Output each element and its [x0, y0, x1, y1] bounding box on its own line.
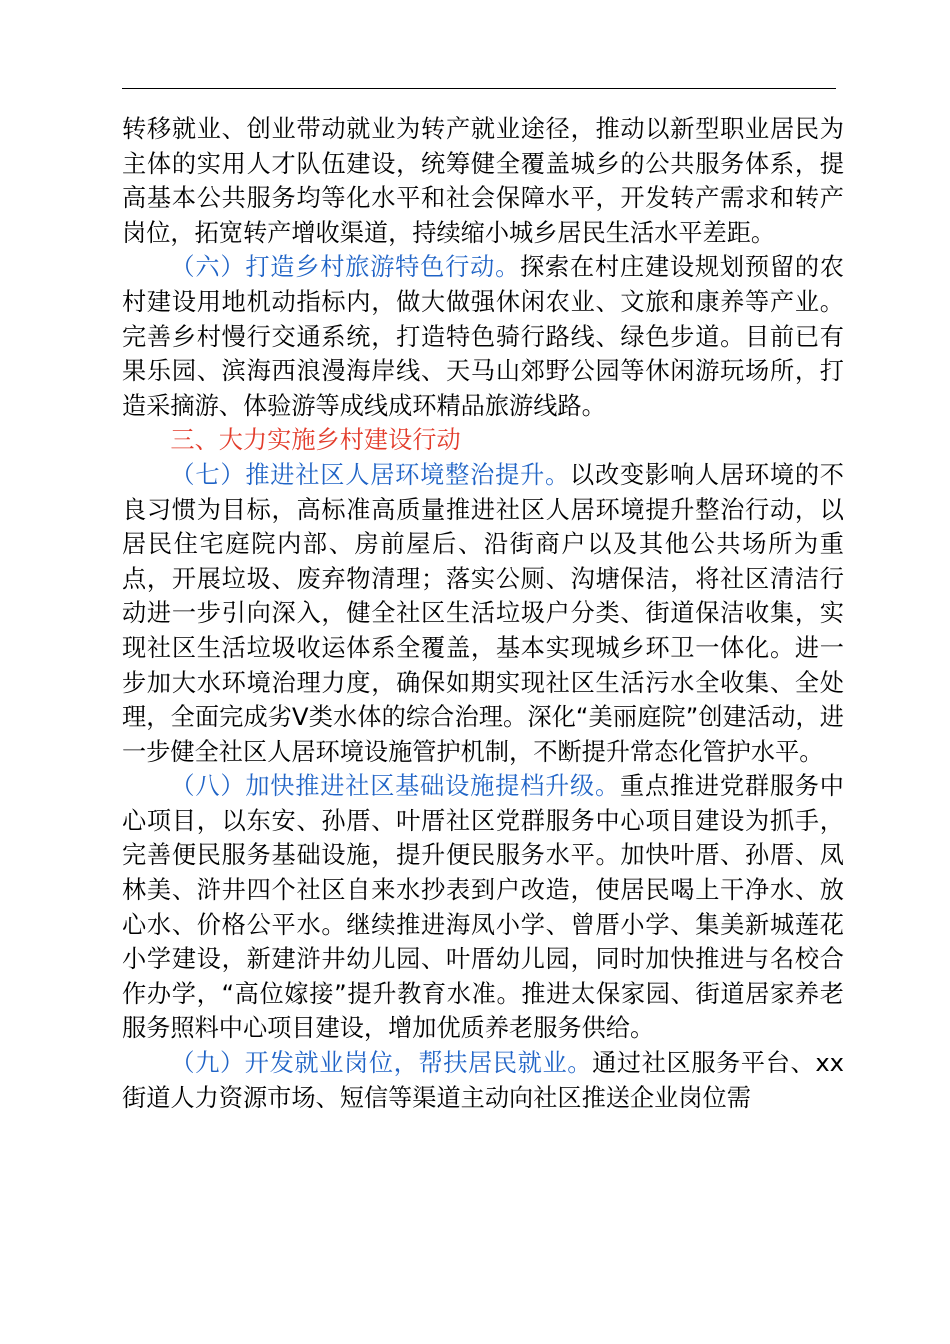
paragraph-text: 探索在村庄建设规划预留的农村建设用地机动指标内，做大做强休闲农业、文旅和康养等产业。完善乡村慢行交通系统，打造特色骑行路线、绿色步道。目前已有果乐园、滨海西浪漫海岸线、天马山郊野公园等休闲游玩场所，打造采摘游、体验游等成线成环精品旅游线路。: [122, 253, 844, 420]
section-heading-text: 三、大力实施乡村建设行动: [170, 426, 461, 455]
paragraph-employment: [122, 1046, 844, 1115]
paragraph-text: 以改变影响人居环境的不良习惯为目标，高标准高质量推进社区人居环境提升整治行动，以居民住宅庭院内部、房前屋后、沿街商户以及其他公共场所为重点，开展垃圾、废弃物清理；落实公厕、沟塘保洁，将社区清洁行动进一步引向深入，健全社区生活垃圾户分类、街道保洁收集，实现社区生活垃圾收运体系全覆盖，基本实现城乡环卫一体化。进一步加大水环境治理力度，确保如期实现社区生活污水全收集、全处理，全面完成劣V类水体的综合治理。深化“美丽庭院”创建活动，进一步健全社区人居环境设施管护机制，不断提升常态化管护水平。: [122, 460, 844, 766]
paragraph-environment: [122, 458, 844, 769]
subheading-9: （九）开发就业岗位，帮扶居民就业。: [170, 1049, 593, 1078]
subheading-7: （七）推进社区人居环境整治提升。: [170, 460, 571, 489]
paragraph-text: 通过社区服务平台、xx街道人力资源市场、短信等渠道主动向社区推送企业岗位需: [122, 1049, 844, 1112]
section-heading-3: [122, 423, 844, 458]
paragraph-text: 重点推进党群服务中心项目，以东安、孙厝、叶厝社区党群服务中心项目建设为抓手，完善便民服务基础设施，提升便民服务水平。加快叶厝、孙厝、凤林美、浒井四个社区自来水抄表到户改造，使居民喝上干净水、放心水、价格公平水。继续推进海凤小学、曾厝小学、集美新城莲花小学建设，新建浒井幼儿园、叶厝幼儿园，同时加快推进与名校合作办学，“高位嫁接”提升教育水准。推进太保家园、街道居家养老服务照料中心项目建设，增加优质养老服务供给。: [122, 772, 844, 1043]
paragraph-text: 转移就业、创业带动就业为转产就业途径，推动以新型职业居民为主体的实用人才队伍建设，统筹健全覆盖城乡的公共服务体系，提高基本公共服务均等化水平和社会保障水平，开发转产需求和转产岗位，拓宽转产增收渠道，持续缩小城乡居民生活水平差距。: [122, 115, 844, 247]
subheading-8: （八）加快推进社区基础设施提档升级。: [170, 772, 620, 801]
document-body: [122, 112, 844, 1115]
subheading-6: （六）打造乡村旅游特色行动。: [170, 253, 521, 282]
header-rule: [122, 88, 836, 89]
paragraph-tourism: [122, 250, 844, 423]
paragraph-intro: [122, 112, 844, 250]
paragraph-infrastructure: [122, 769, 844, 1046]
